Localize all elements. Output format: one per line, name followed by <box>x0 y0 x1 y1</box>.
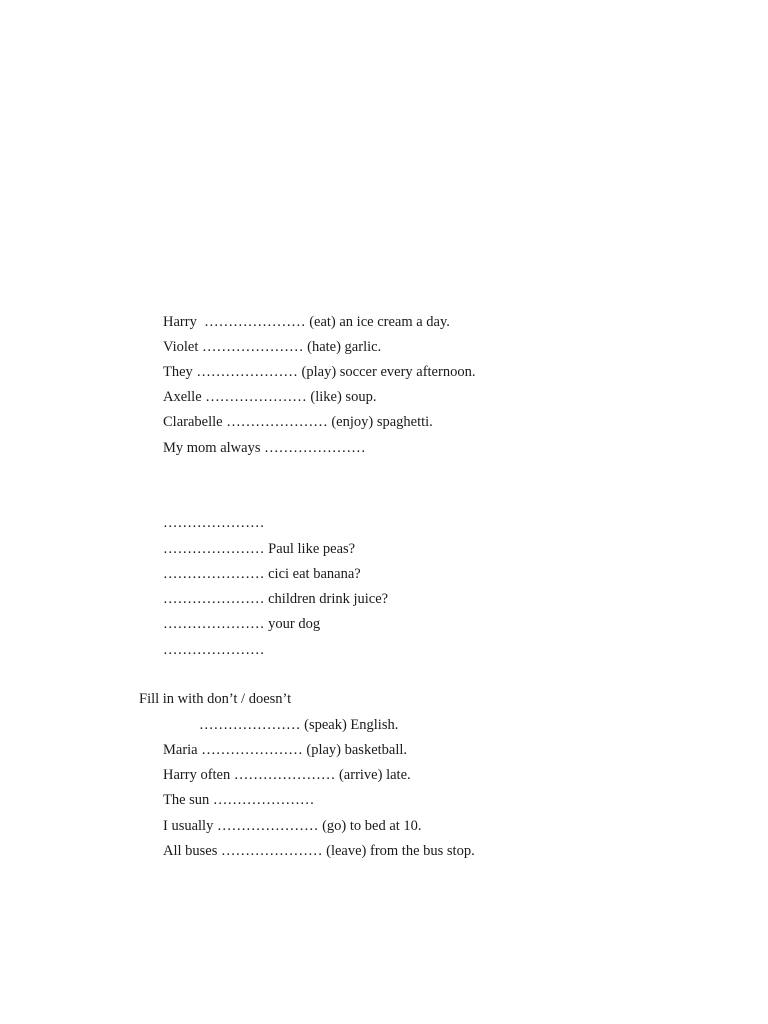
section-heading: Fill in with don’t / doesn’t <box>139 691 292 707</box>
exercise-line: My mom always ………………… <box>163 440 366 456</box>
exercise-line: ………………… cici eat banana? <box>163 566 361 582</box>
exercise-line: Maria ………………… (play) basketball. <box>163 742 408 758</box>
exercise-line: I usually ………………… (go) to bed at 10. <box>163 818 422 834</box>
exercise-line: The sun ………………… <box>163 792 315 808</box>
exercise-line: Harry ………………… (eat) an ice cream a day. <box>163 314 450 330</box>
exercise-line: ………………… your dog <box>163 616 321 632</box>
exercise-line: Axelle ………………… (like) soup. <box>163 389 377 405</box>
exercise-line: ………………… <box>163 642 265 658</box>
exercise-line: ………………… Paul like peas? <box>163 541 356 557</box>
exercise-line: ………………… <box>163 515 265 531</box>
exercise-line: They ………………… (play) soccer every afternoon. <box>163 364 476 380</box>
exercise-line: All buses ………………… (leave) from the bus stop. <box>163 843 475 859</box>
exercise-line: Clarabelle ………………… (enjoy) spaghetti. <box>163 414 433 430</box>
exercise-line: ………………… (speak) English. <box>199 717 399 733</box>
exercise-line: Harry often ………………… (arrive) late. <box>163 767 411 783</box>
exercise-line: Violet ………………… (hate) garlic. <box>163 339 382 355</box>
exercise-line: ………………… children drink juice? <box>163 591 389 607</box>
